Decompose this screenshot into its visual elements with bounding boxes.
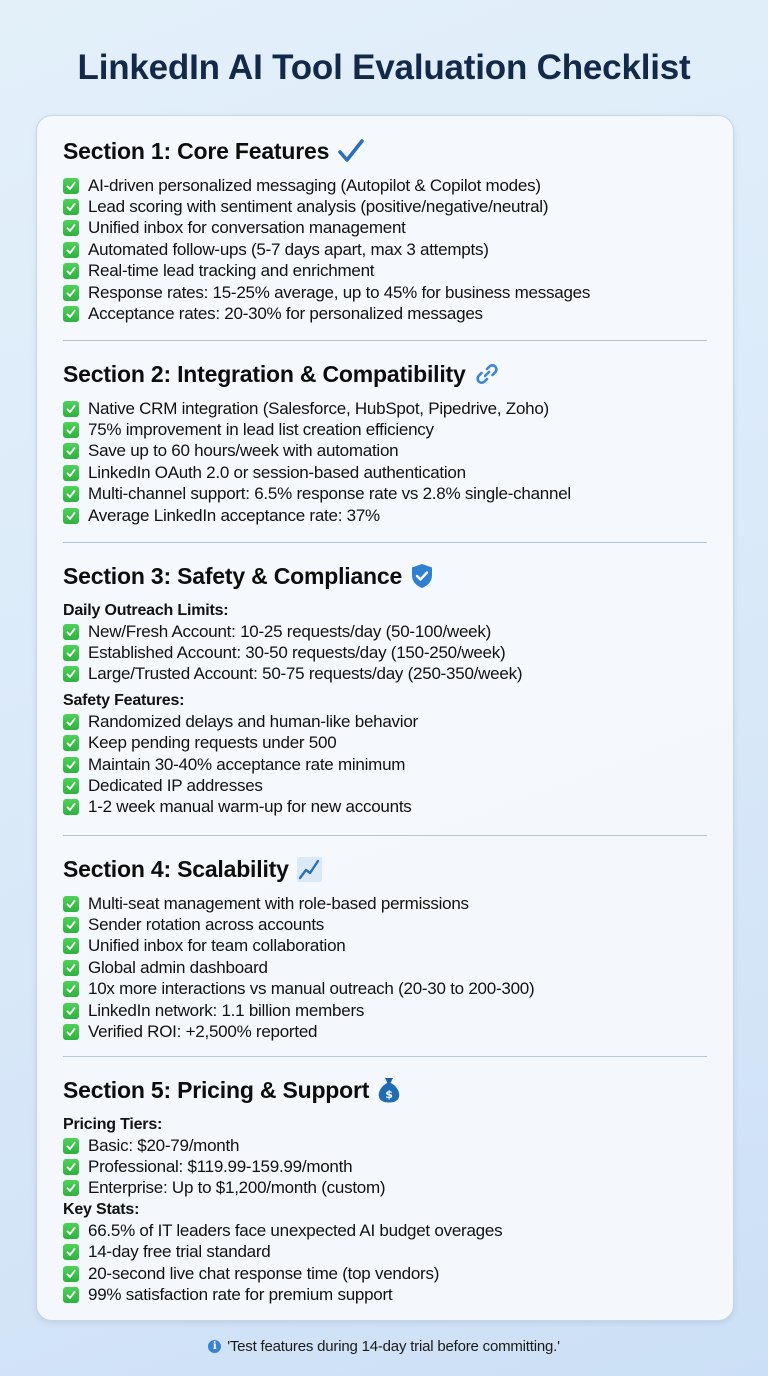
checkmark-icon — [337, 138, 365, 164]
section-divider — [63, 835, 707, 836]
checklist-item: Verified ROI: +2,500% reported — [63, 1021, 707, 1042]
check-icon — [63, 896, 79, 912]
section-heading: Section 1: Core Features — [63, 134, 707, 168]
checklist-item: Sender rotation across accounts — [63, 914, 707, 935]
check-icon — [63, 1266, 79, 1282]
checklist-item: Automated follow-ups (5-7 days apart, max 3 attempts) — [63, 239, 707, 260]
checklist-item: Acceptance rates: 20-30% for personalized messages — [63, 303, 707, 324]
check-icon — [63, 486, 79, 502]
checklist-item: Multi-seat management with role-based permissions — [63, 893, 707, 914]
checklist-item: LinkedIn network: 1.1 billion members — [63, 1000, 707, 1021]
check-icon — [63, 1003, 79, 1019]
check-icon — [63, 1223, 79, 1239]
chart-increasing-icon — [297, 857, 322, 882]
checklist-item: 10x more interactions vs manual outreach (20-30 to 200-300) — [63, 979, 707, 1000]
checklist-item: Randomized delays and human-like behavior — [63, 711, 707, 732]
check-icon — [63, 645, 79, 661]
checklist-item: Average LinkedIn acceptance rate: 37% — [63, 505, 707, 526]
check-icon — [63, 1159, 79, 1175]
checklist-item: 66.5% of IT leaders face unexpected AI budget overages — [63, 1220, 707, 1241]
checklist-item: LinkedIn OAuth 2.0 or session-based authentication — [63, 462, 707, 483]
section-divider — [63, 340, 707, 341]
link-icon — [474, 361, 500, 387]
checklist-item: Response rates: 15-25% average, up to 45% for business messages — [63, 282, 707, 303]
check-icon — [63, 199, 79, 215]
checklist-item: Enterprise: Up to $1,200/month (custom) — [63, 1178, 707, 1199]
group-label: Daily Outreach Limits: — [63, 602, 229, 619]
group-label: Key Stats: — [63, 1201, 140, 1219]
checklist-group — [63, 1199, 707, 1306]
checklist-item: Real-time lead tracking and enrichment — [63, 261, 707, 282]
section-heading: Section 5: Pricing & Support $ — [63, 1073, 707, 1107]
check-icon — [63, 981, 79, 997]
check-icon — [63, 285, 79, 301]
money-bag-icon — [377, 1076, 401, 1104]
checklist-group — [63, 398, 707, 526]
group-label: Safety Features: — [63, 692, 185, 710]
check-icon — [63, 666, 79, 682]
checklist-item: Lead scoring with sentiment analysis (positive/negative/neutral) — [63, 196, 707, 217]
section-divider — [63, 1056, 707, 1057]
checklist-item: Dedicated IP addresses — [63, 775, 707, 796]
check-icon — [63, 178, 79, 194]
checklist-group — [63, 690, 707, 818]
check-icon — [63, 960, 79, 976]
check-icon — [63, 1180, 79, 1196]
checklist-item: Native CRM integration (Salesforce, HubSpot, Pipedrive, Zoho) — [63, 398, 707, 419]
footer-tip-text: 'Test features during 14-day trial before committing.' — [227, 1338, 560, 1355]
section-pricing — [63, 1073, 707, 1306]
check-icon — [63, 938, 79, 954]
check-icon — [63, 443, 79, 459]
shield-check-icon — [410, 563, 434, 589]
checklist-item: 20-second live chat response time (top vendors) — [63, 1263, 707, 1284]
check-icon — [63, 735, 79, 751]
checklist-item: Keep pending requests under 500 — [63, 733, 707, 754]
checklist-item: Unified inbox for team collaboration — [63, 936, 707, 957]
check-icon — [63, 306, 79, 322]
check-icon — [63, 624, 79, 640]
check-icon — [63, 1024, 79, 1040]
check-icon — [63, 401, 79, 417]
check-icon — [63, 917, 79, 933]
section-heading: Section 3: Safety & Compliance — [63, 559, 707, 593]
checklist-card — [36, 115, 734, 1321]
section-divider — [63, 542, 707, 543]
check-icon — [63, 778, 79, 794]
section-safety — [63, 559, 707, 818]
checklist-item: Global admin dashboard — [63, 957, 707, 978]
section-heading: Section 4: Scalability — [63, 852, 707, 886]
checklist-item: 75% improvement in lead list creation efficiency — [63, 419, 707, 440]
check-icon — [63, 263, 79, 279]
check-icon — [63, 220, 79, 236]
checklist-item: Unified inbox for conversation management — [63, 218, 707, 239]
checklist-item: Multi-channel support: 6.5% response rate vs 2.8% single-channel — [63, 484, 707, 505]
checklist-item: Established Account: 30-50 requests/day (150-250/week) — [63, 642, 707, 663]
section-heading: Section 2: Integration & Compatibility — [63, 357, 707, 391]
checklist-item: Maintain 30-40% acceptance rate minimum — [63, 754, 707, 775]
checklist-item: AI-driven personalized messaging (Autopilot & Copilot modes) — [63, 175, 707, 196]
section-core-features — [63, 134, 707, 325]
check-icon — [63, 508, 79, 524]
checklist-group — [63, 175, 707, 325]
section-integration — [63, 357, 707, 526]
page-title: LinkedIn AI Tool Evaluation Checklist — [77, 48, 691, 87]
checklist-group — [63, 1114, 707, 1199]
checklist-item: Basic: $20-79/month — [63, 1135, 707, 1156]
checklist-item: 14-day free trial standard — [63, 1242, 707, 1263]
check-icon — [63, 757, 79, 773]
check-icon — [63, 465, 79, 481]
checklist-item: Large/Trusted Account: 50-75 requests/day (250-350/week) — [63, 664, 707, 685]
checklist-item: 1-2 week manual warm-up for new accounts — [63, 797, 707, 818]
checklist-group — [63, 600, 707, 685]
checklist-item: Professional: $119.99-159.99/month — [63, 1156, 707, 1177]
group-label: Pricing Tiers: — [63, 1116, 163, 1133]
section-scalability — [63, 852, 707, 1043]
check-icon — [63, 1287, 79, 1303]
svg-text:$: $ — [385, 1088, 393, 1101]
checklist-item: Save up to 60 hours/week with automation — [63, 441, 707, 462]
check-icon — [63, 714, 79, 730]
info-icon: i — [208, 1340, 221, 1353]
checklist-group — [63, 893, 707, 1043]
footer-tip — [0, 1338, 768, 1355]
checklist-item: 99% satisfaction rate for premium support — [63, 1284, 707, 1305]
check-icon — [63, 1138, 79, 1154]
check-icon — [63, 799, 79, 815]
check-icon — [63, 422, 79, 438]
checklist-item: New/Fresh Account: 10-25 requests/day (50-100/week) — [63, 621, 707, 642]
check-icon — [63, 242, 79, 258]
check-icon — [63, 1244, 79, 1260]
